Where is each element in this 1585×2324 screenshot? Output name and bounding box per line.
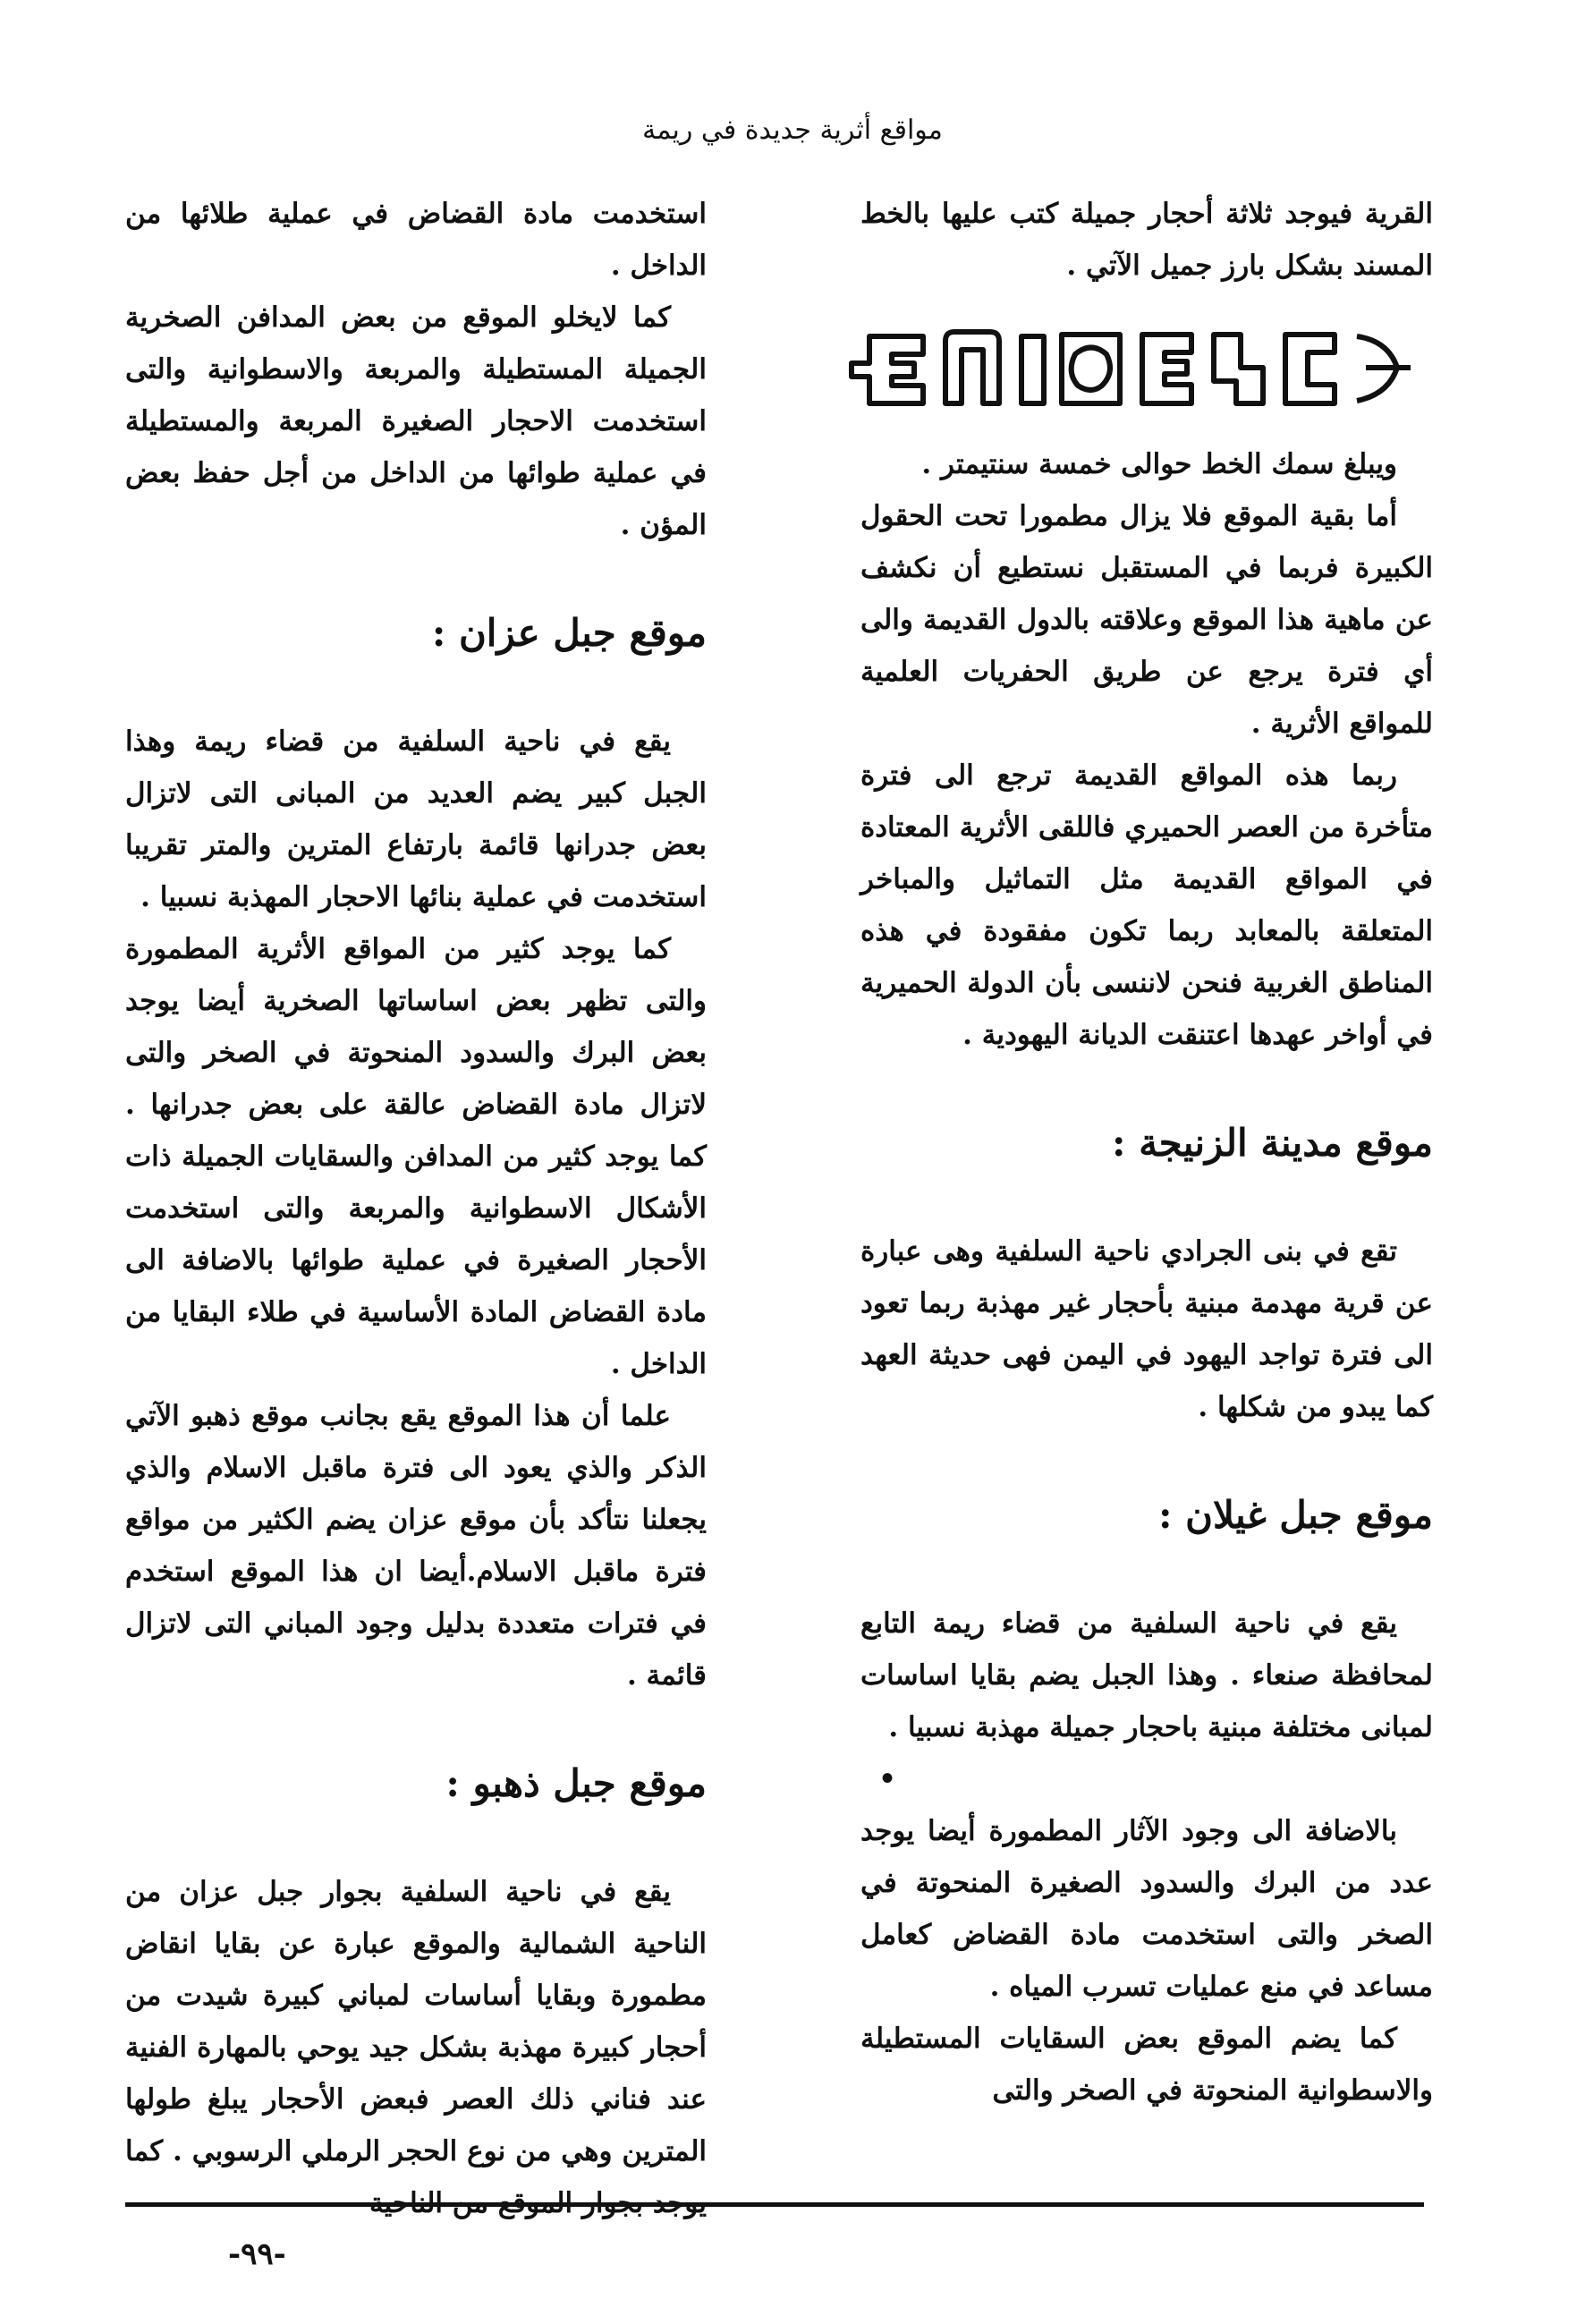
- paragraph: كما يوجد كثير من المواقع الأثرية المطمورة والتى تظهر بعض اساساتها الصخرية أيضا يوجد بعض البرك والسدود المنحوتة في الصخر والتى لاتزال مادة القضاض عالقة على بعض جدرانها . كما يوجد كثير من المدافن والسقايات الجميلة ذات الأشكال الاسطوانية والمربعة والتى استخدمت الأحجار الصغيرة في عملية طوائها بالاضافة الى مادة القضاض المادة الأساسية في طلاء البقايا من الداخل .: [125, 933, 708, 1380]
- section-heading: موقع جبل غيلان :: [1158, 1493, 1433, 1537]
- section-heading: موقع جبل ذهبو :: [445, 1761, 707, 1805]
- paragraph: كما يضم الموقع بعض السقايات المستطيلة والاسطوانية المنحوتة في الصخر والتى: [860, 2023, 1433, 2107]
- paragraph: علما أن هذا الموقع يقع بجانب موقع ذهبو الآتي الذكر والذي يعود الى فترة ماقبل الاسلام والذي يجعلنا نتأكد بأن موقع عزان يضم الكثير من مواقع فترة ماقبل الاسلام.أيضا ان هذا الموقع استخدم في فترات متعددة بدليل وجود المباني التى لاتزال قائمة .: [125, 1400, 707, 1692]
- section-heading: موقع جبل عزان :: [431, 611, 707, 655]
- paragraph: يقع في ناحية السلفية من قضاء ريمة وهذا الجبل كبير يضم العديد من المبانى التى لاتزال بعض جدرانها قائمة بارتفاع المترين والمتر تقريبا استخدمت في عملية بنائها الاحجار المهذبة نسبيا .: [125, 725, 707, 913]
- paragraph: يقع في ناحية السلفية بجوار جبل عزان من الناحية الشمالية والموقع عبارة عن بقايا انقاض مطمورة وبقايا أساسات لمباني كبيرة شيدت من أحجار كبيرة مهذبة بشكل جيد يوحي بالمهارة الفنية عند فناني ذلك العصر فبعض الأحجار يبلغ طولها المترين وهي من نوع الحجر الرملي الرسوبي . كما يوجد بجوار الموقع من الناحية: [125, 1876, 707, 2219]
- footer-rule: [125, 2202, 1424, 2207]
- stray-dot: •: [878, 1763, 896, 1795]
- paragraph: تقع في بنى الجرادي ناحية السلفية وهى عبارة عن قرية مهدمة مبنية بأحجار غير مهذبة ربما تعود الى فترة تواجد اليهود في اليمن فهى حديثة العهد كما يبدو من شكلها .: [860, 1235, 1433, 1423]
- left-column: [125, 188, 707, 2229]
- musnad-inscription-glyphs: [843, 318, 1415, 417]
- paragraph: ربما هذه المواقع القديمة ترجع الى فترة متأخرة من العصر الحميري فاللقى الأثرية المعتادة في المواقع القديمة مثل التماثيل والمباخر المتعلقة بالمعابد ربما تكون مفقودة في هذه المناطق الغربية فنحن لاننسى بأن الدولة الحميرية في أواخر عهدها اعتنقت الديانة اليهودية .: [860, 759, 1433, 1051]
- musnad-inscription-image: [860, 318, 1415, 417]
- section-heading: موقع مدينة الزنيجة :: [1111, 1121, 1433, 1165]
- paragraph: كما لايخلو الموقع من بعض المدافن الصخرية الجميلة المستطيلة والمربعة والاسطوانية والتى استخدمت الاحجار الصغيرة المربعة والمستطيلة في عملية طوائها من الداخل من أجل حفظ بعض المؤن .: [125, 301, 707, 541]
- paragraph: أما بقية الموقع فلا يزال مطمورا تحت الحقول الكبيرة فربما في المستقبل نستطيع أن نكشف عن ماهية هذا الموقع وعلاقته بالدول القديمة والى أي فترة يرجع عن طريق الحفريات العلمية للمواقع الأثرية .: [860, 500, 1433, 740]
- right-column: [860, 188, 1433, 2116]
- paragraph: يقع في ناحية السلفية من قضاء ريمة التابع لمحافظة صنعاء . وهذا الجبل يضم بقايا اساسات لمبانى مختلفة مبنية باحجار جميلة مهذبة نسبيا .: [860, 1607, 1433, 1743]
- running-title: مواقع أثرية جديدة في ريمة: [642, 115, 943, 146]
- paragraph: استخدمت مادة القضاض في عملية طلائها من الداخل .: [125, 198, 707, 282]
- paragraph: ويبلغ سمك الخط حوالى خمسة سنتيمتر .: [921, 448, 1397, 480]
- paragraph: بالاضافة الى وجود الآثار المطمورة أيضا يوجد عدد من البرك والسدود الصغيرة المنحوتة في الصخر والتى استخدمت مادة القضاض كعامل مساعد في منع عمليات تسرب المياه .: [860, 1815, 1433, 2003]
- paragraph: القرية فيوجد ثلاثة أحجار جميلة كتب عليها بالخط المسند بشكل بارز جميل الآتي .: [860, 198, 1433, 282]
- page-number: -٩٩-: [228, 2236, 286, 2272]
